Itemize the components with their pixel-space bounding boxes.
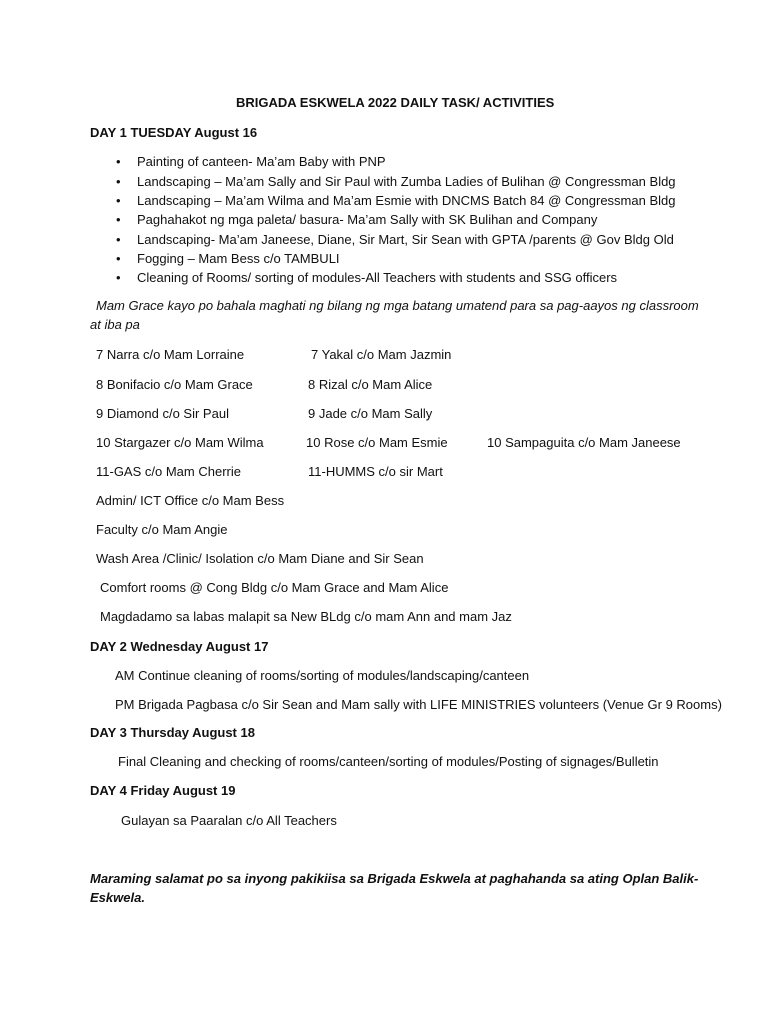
assignment-8-rizal: 8 Rizal c/o Mam Alice: [308, 377, 433, 392]
list-item: Fogging – Mam Bess c/o TAMBULI: [137, 251, 340, 266]
document-title: BRIGADA ESKWELA 2022 DAILY TASK/ ACTIVITIES: [236, 95, 555, 110]
list-item: Cleaning of Rooms/ sorting of modules-All Teachers with students and SSG officers: [137, 270, 618, 285]
bullet-icon: •: [116, 232, 121, 247]
day4-text: Gulayan sa Paaralan c/o All Teachers: [121, 813, 337, 828]
assignment-9-diamond: 9 Diamond c/o Sir Paul: [96, 406, 229, 421]
assignment-faculty: Faculty c/o Mam Angie: [96, 522, 228, 537]
day1-heading: DAY 1 TUESDAY August 16: [90, 125, 258, 140]
assignment-7-yakal: 7 Yakal c/o Mam Jazmin: [311, 347, 452, 362]
closing-line-1: Maraming salamat po sa inyong pakikiisa sa Brigada Eskwela at paghahanda sa ating Oplan Balik-: [90, 871, 699, 886]
note-line-1: Mam Grace kayo po bahala maghati ng bilang ng mga batang umatend para sa pag-aayos ng classroom: [96, 298, 699, 313]
day3-heading: DAY 3 Thursday August 18: [90, 725, 255, 740]
bullet-icon: •: [116, 212, 121, 227]
assignment-magdadamo: Magdadamo sa labas malapit sa New BLdg c/o mam Ann and mam Jaz: [100, 609, 512, 624]
assignment-10-rose: 10 Rose c/o Mam Esmie: [306, 435, 448, 450]
note-line-2: at iba pa: [90, 317, 140, 332]
assignment-wash-area: Wash Area /Clinic/ Isolation c/o Mam Diane and Sir Sean: [96, 551, 424, 566]
day2-pm: PM Brigada Pagbasa c/o Sir Sean and Mam sally with LIFE MINISTRIES volunteers (Venue Gr 9 Rooms): [115, 697, 722, 712]
bullet-icon: •: [116, 251, 121, 266]
list-item: Paghahakot ng mga paleta/ basura- Ma’am Sally with SK Bulihan and Company: [137, 212, 598, 227]
assignment-8-bonifacio: 8 Bonifacio c/o Mam Grace: [96, 377, 253, 392]
day4-heading: DAY 4 Friday August 19: [90, 783, 236, 798]
assignment-7-narra: 7 Narra c/o Mam Lorraine: [96, 347, 245, 362]
list-item: Landscaping – Ma’am Sally and Sir Paul with Zumba Ladies of Bulihan @ Congressman Bldg: [137, 174, 676, 189]
assignment-10-stargazer: 10 Stargazer c/o Mam Wilma: [96, 435, 264, 450]
assignment-admin-ict: Admin/ ICT Office c/o Mam Bess: [96, 493, 285, 508]
bullet-icon: •: [116, 193, 121, 208]
day2-heading: DAY 2 Wednesday August 17: [90, 639, 269, 654]
day3-text: Final Cleaning and checking of rooms/canteen/sorting of modules/Posting of signages/Bulletin: [118, 754, 659, 769]
assignment-11-humms: 11-HUMMS c/o sir Mart: [308, 464, 443, 479]
bullet-icon: •: [116, 270, 121, 285]
bullet-icon: •: [116, 154, 121, 169]
assignment-9-jade: 9 Jade c/o Mam Sally: [308, 406, 433, 421]
assignment-comfort-rooms: Comfort rooms @ Cong Bldg c/o Mam Grace and Mam Alice: [100, 580, 449, 595]
bullet-icon: •: [116, 174, 121, 189]
day2-am: AM Continue cleaning of rooms/sorting of modules/landscaping/canteen: [115, 668, 530, 683]
list-item: Landscaping- Ma’am Janeese, Diane, Sir Mart, Sir Sean with GPTA /parents @ Gov Bldg Old: [137, 232, 674, 247]
closing-line-2: Eskwela.: [90, 890, 145, 905]
list-item: Painting of canteen- Ma’am Baby with PNP: [137, 154, 386, 169]
list-item: Landscaping – Ma’am Wilma and Ma’am Esmie with DNCMS Batch 84 @ Congressman Bldg: [137, 193, 676, 208]
assignment-11-gas: 11-GAS c/o Mam Cherrie: [96, 464, 241, 479]
assignment-10-sampaguita: 10 Sampaguita c/o Mam Janeese: [487, 435, 681, 450]
